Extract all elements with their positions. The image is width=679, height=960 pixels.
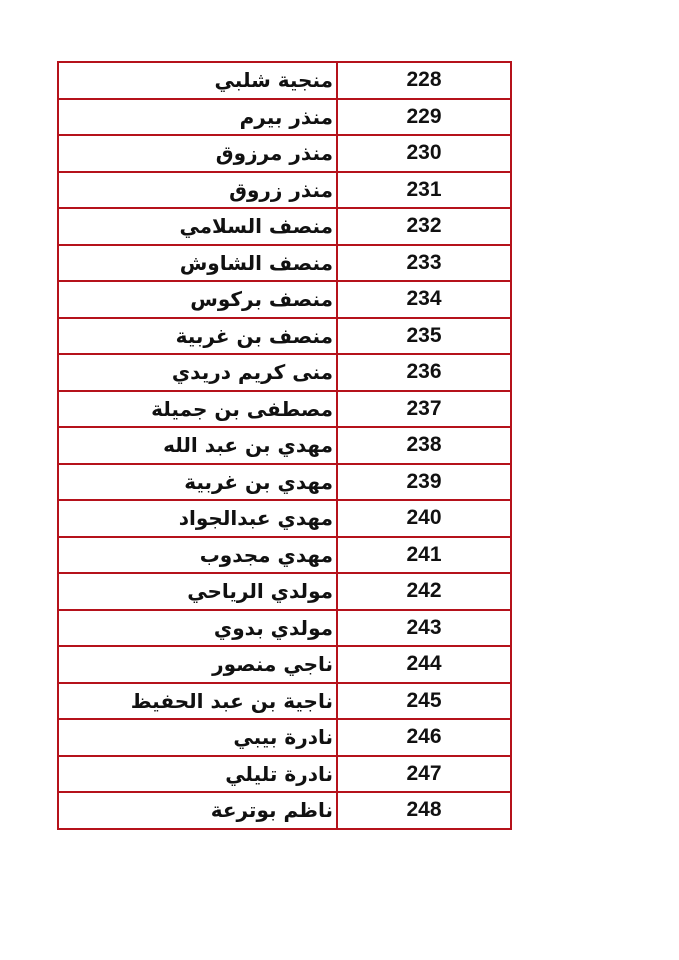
number-cell: 230 (337, 135, 511, 172)
number-cell: 238 (337, 427, 511, 464)
table-row (58, 500, 511, 537)
name-cell: مهدي بن عبد الله (58, 427, 337, 464)
table-row (58, 719, 511, 756)
name-cell: مولدي الرياحي (58, 573, 337, 610)
number-cell: 231 (337, 172, 511, 209)
number-cell: 242 (337, 573, 511, 610)
table-row (58, 99, 511, 136)
number-cell: 241 (337, 537, 511, 574)
number-cell: 247 (337, 756, 511, 793)
number-cell: 246 (337, 719, 511, 756)
table-row (58, 464, 511, 501)
table-row (58, 318, 511, 355)
names-table-body (58, 62, 511, 829)
number-cell: 233 (337, 245, 511, 282)
table-row (58, 354, 511, 391)
name-cell: منذر مرزوق (58, 135, 337, 172)
table-row (58, 573, 511, 610)
table-row (58, 610, 511, 647)
number-cell: 236 (337, 354, 511, 391)
name-cell: منى كريم دريدي (58, 354, 337, 391)
name-cell: منذر بيرم (58, 99, 337, 136)
number-cell: 228 (337, 62, 511, 99)
table-row (58, 427, 511, 464)
name-cell: منصف السلامي (58, 208, 337, 245)
table-row (58, 792, 511, 829)
table-row (58, 172, 511, 209)
name-cell: ناجي منصور (58, 646, 337, 683)
table-row (58, 245, 511, 282)
name-cell: ناظم بوترعة (58, 792, 337, 829)
name-cell: منصف الشاوش (58, 245, 337, 282)
number-cell: 229 (337, 99, 511, 136)
name-cell: مهدي عبدالجواد (58, 500, 337, 537)
number-cell: 248 (337, 792, 511, 829)
number-cell: 245 (337, 683, 511, 720)
table-row (58, 135, 511, 172)
table-row (58, 62, 511, 99)
names-table (57, 61, 512, 830)
number-cell: 243 (337, 610, 511, 647)
number-cell: 232 (337, 208, 511, 245)
table-row (58, 208, 511, 245)
name-cell: منذر زروق (58, 172, 337, 209)
name-cell: مصطفى بن جميلة (58, 391, 337, 428)
name-cell: ناجية بن عبد الحفيظ (58, 683, 337, 720)
table-row (58, 391, 511, 428)
number-cell: 240 (337, 500, 511, 537)
name-cell: نادرة بيبي (58, 719, 337, 756)
name-cell: نادرة تليلي (58, 756, 337, 793)
name-cell: منجية شلبي (58, 62, 337, 99)
number-cell: 244 (337, 646, 511, 683)
name-cell: مهدي بن غربية (58, 464, 337, 501)
table-row (58, 646, 511, 683)
number-cell: 234 (337, 281, 511, 318)
table-row (58, 683, 511, 720)
number-cell: 235 (337, 318, 511, 355)
table-row (58, 281, 511, 318)
number-cell: 237 (337, 391, 511, 428)
name-cell: منصف بركوس (58, 281, 337, 318)
name-cell: منصف بن غربية (58, 318, 337, 355)
name-cell: مولدي بدوي (58, 610, 337, 647)
table-row (58, 537, 511, 574)
table-row (58, 756, 511, 793)
name-cell: مهدي مجدوب (58, 537, 337, 574)
number-cell: 239 (337, 464, 511, 501)
